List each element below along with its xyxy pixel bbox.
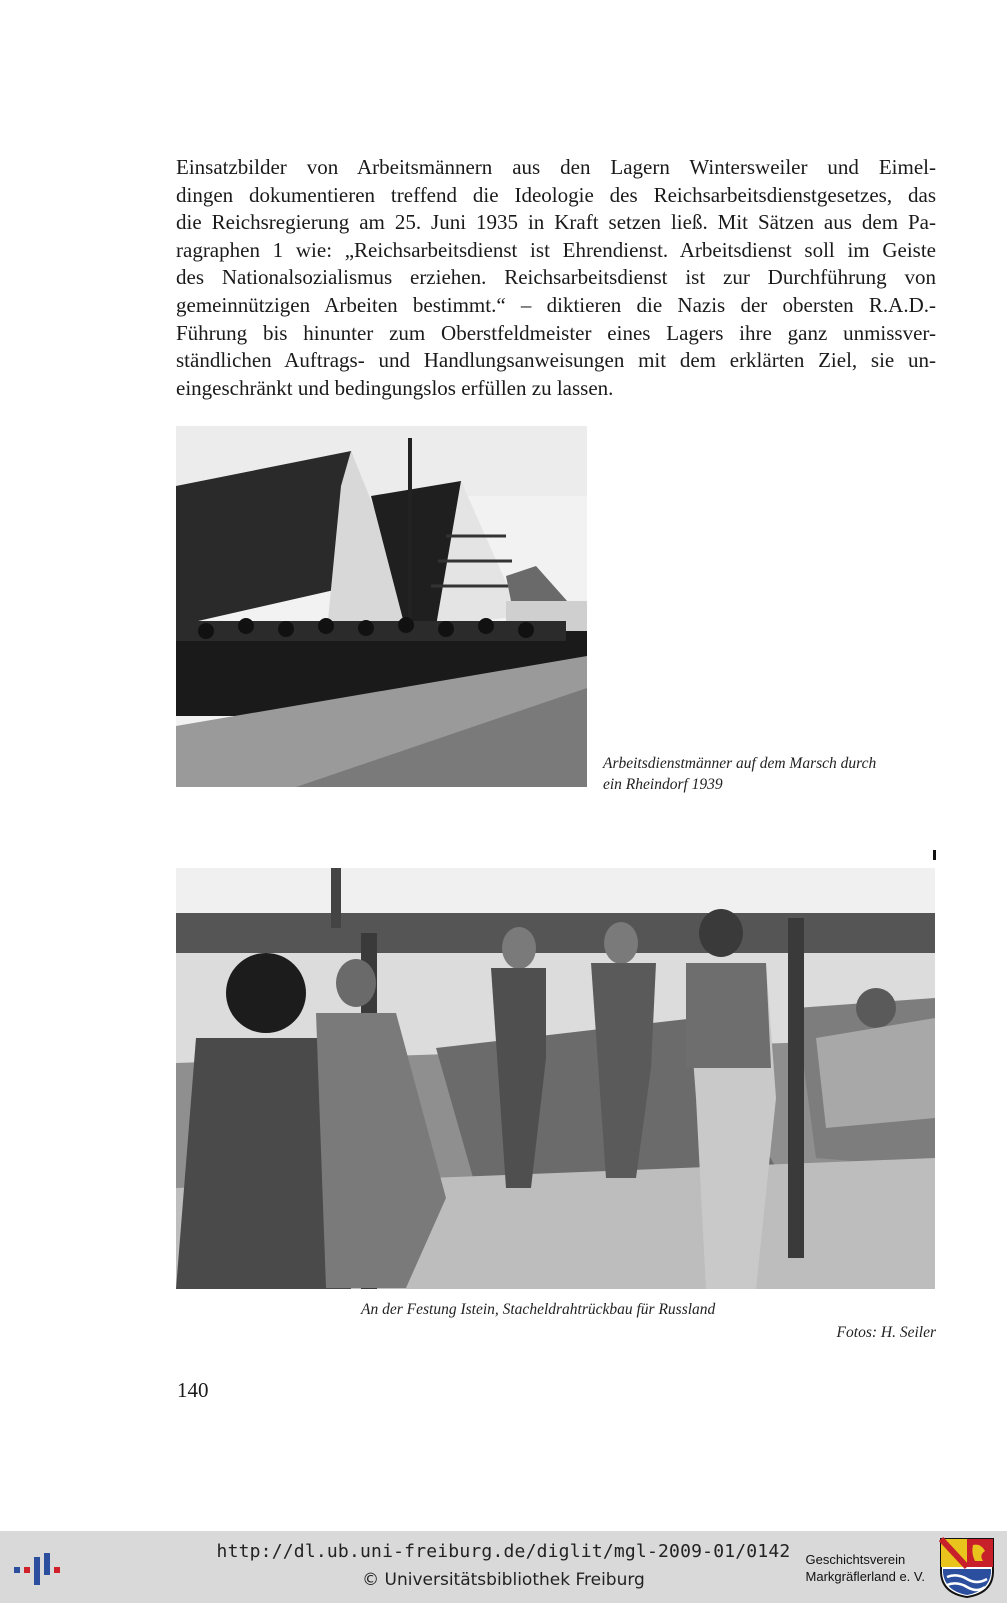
festung-istein-image: [176, 868, 935, 1289]
body-line: die Reichsregierung am 25. Juni 1935 in Kraft setzen ließ. Mit Sätzen aus dem Pa-: [176, 210, 936, 235]
photo-village-march: [176, 426, 587, 787]
body-paragraph: [176, 154, 936, 402]
body-line: ständlichen Auftrags- und Handlungsanweisungen mit dem erklärten Ziel, sie un-: [176, 348, 936, 373]
society-line: Geschichtsverein: [805, 1552, 906, 1567]
body-line: dingen dokumentieren treffend die Ideologie des Reichsarbeitsdienstgesetzes, das: [176, 182, 936, 207]
village-march-image: [176, 426, 587, 787]
footer-url-link[interactable]: http://dl.ub.uni-freiburg.de/diglit/mgl-2009-01/0142: [216, 1541, 791, 1562]
caption-festung-istein: An der Festung Istein, Stacheldrahtrückbau für Russland: [361, 1301, 716, 1318]
caption-line: ein Rheindorf 1939: [603, 776, 723, 793]
edge-mark: [933, 850, 936, 860]
caption-village-march: [603, 753, 933, 795]
body-line: Einsatzbilder von Arbeitsmännern aus den Lagern Wintersweiler und Eimel-: [176, 155, 936, 179]
body-line: eingeschränkt und bedingungslos erfüllen zu lassen.: [176, 375, 614, 400]
footer-bar: [0, 1531, 1007, 1603]
body-line: Führung bis hinunter zum Oberstfeldmeister eines Lagers ihre ganz unmissver-: [176, 320, 936, 345]
society-crest-icon: [939, 1537, 995, 1599]
caption-line: Arbeitsdienstmänner auf dem Marsch durch: [603, 755, 877, 772]
body-line: gemeinnützigen Arbeiten bestimmt.“ – diktieren die Nazis der obersten R.A.D.-: [176, 292, 936, 317]
society-line: Markgräflerland e. V.: [805, 1569, 925, 1584]
footer-society: [806, 1551, 925, 1585]
footer-copyright: © Universitätsbibliothek Freiburg: [362, 1570, 645, 1590]
body-line: des Nationalsozialismus erziehen. Reichsarbeitsdienst ist zur Durchführung von: [176, 265, 936, 290]
photo-festung-istein: [176, 868, 935, 1289]
photo-credit: Fotos: H. Seiler: [836, 1324, 936, 1341]
page-number: 140: [177, 1378, 209, 1402]
body-line: ragraphen 1 wie: „Reichsarbeitsdienst ist Ehrendienst. Arbeitsdienst soll im Geiste: [176, 237, 936, 262]
